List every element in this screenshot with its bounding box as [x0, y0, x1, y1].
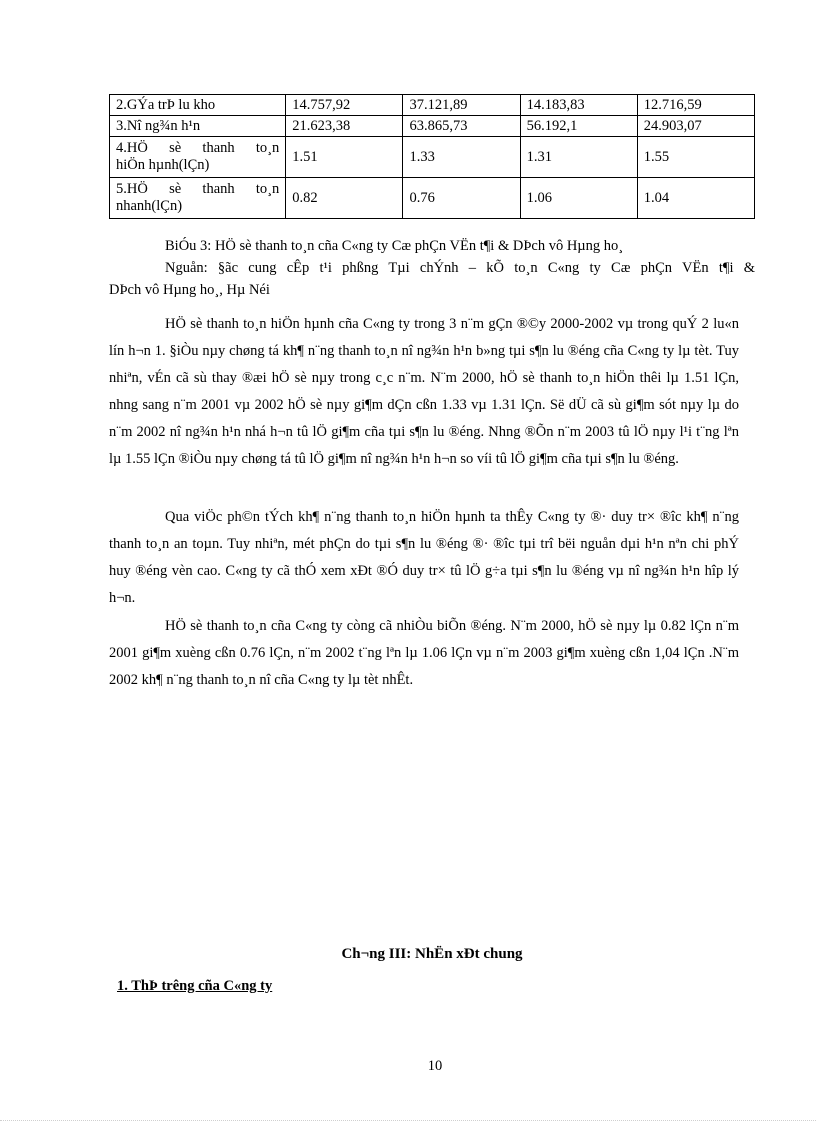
paragraph: HÖ sè thanh to¸n hiÖn hµnh cña C«ng ty trong 3 n¨m gÇn ®©y 2000-2002 vµ trong quÝ 2 lu«n lín h¬n 1. §iÒu nµy chøng tá kh¶ n¨ng thanh to¸n nî ng¾n h¹n b»ng tµi s¶n lu ®éng cña C«ng ty lµ tèt. Tuy nhiªn, vÉn cã sù thay ®æi hÖ sè nµy trong c¸c n¨m. N¨m 2000, hÖ sè thanh to¸n hiÖn thêi lµ 1.51 lÇn, nhng sang n¨m 2001 vµ 2002 hÖ sè nµy gi¶m dÇn cßn 1.33 vµ 1.31 lÇn. Së dÜ cã sù gi¶m sót nµy lµ do n¨m 2002 nî ng¾n h¹n nhá h¬n tû lÖ gi¶m cña tµi s¶n lu ®éng. Nhng ®Õn n¨m 2003 tû lÖ nµy l¹i t¨ng lªn lµ 1.55 lÇn ®iÒu nµy chøng tá tû lÖ gi¶m nî ng¾n h¹n h¬n so víi tû lÖ gi¶m cña tµi s¶n lu ®éng.	[109, 316, 739, 467]
table-row	[110, 95, 755, 116]
source-line: DÞch vô Hµng ho¸, Hµ Néi	[109, 282, 270, 298]
table-row	[110, 137, 755, 178]
row-label	[110, 178, 286, 219]
table-cell: 1.55	[637, 137, 754, 178]
page-number: 10	[427, 1058, 443, 1074]
row-label-line: 4.HÖ sè thanh to¸n	[116, 140, 280, 156]
chapter-title: Ch¬ng III: NhËn xÐt chung	[341, 946, 523, 962]
table-cell: 1.06	[520, 178, 637, 219]
row-label: 3.Nî ng¾n h¹n	[110, 116, 286, 137]
section-heading: 1. ThÞ trêng cña C«ng ty	[117, 978, 273, 994]
table-cell: 63.865,73	[403, 116, 520, 137]
row-label	[110, 137, 286, 178]
row-label-line: hiÖn hµnh(lÇn)	[116, 157, 210, 173]
table-cell: 12.716,59	[637, 95, 754, 116]
paragraph: HÖ sè thanh to¸n cña C«ng ty còng cã nhiÒu biÕn ®éng. N¨m 2000, hÖ sè nµy lµ 0.82 lÇn n¨m 2001 gi¶m xuèng cßn 0.76 lÇn, n¨m 2002 t¨ng lªn lµ 1.06 lÇn vµ n¨m 2003 gi¶m xuèng cßn 1,04 lÇn .N¨m 2002 kh¶ n¨ng thanh to¸n nî cña C«ng ty lµ tèt nhÊt.	[109, 618, 739, 688]
row-label-line: nhanh(lÇn)	[116, 198, 183, 214]
financial-ratio-table	[109, 94, 755, 219]
table-row	[110, 178, 755, 219]
table-cell: 1.51	[286, 137, 403, 178]
table-source	[109, 257, 755, 301]
table-cell: 0.82	[286, 178, 403, 219]
table-cell: 24.903,07	[637, 116, 754, 137]
table-cell: 1.31	[520, 137, 637, 178]
table-cell: 56.192,1	[520, 116, 637, 137]
table-cell: 37.121,89	[403, 95, 520, 116]
table-cell: 1.33	[403, 137, 520, 178]
table-cell: 21.623,38	[286, 116, 403, 137]
table-caption: BiÓu 3: HÖ sè thanh to¸n cña C«ng ty Cæ phÇn VËn t¶i & DÞch vô Hµng ho¸	[165, 238, 624, 254]
table-cell: 0.76	[403, 178, 520, 219]
source-line: Nguån: §ãc cung cÊp t¹i phßng Tµi chÝnh – kÕ to¸n C«ng ty Cæ phÇn VËn t¶i &	[165, 260, 755, 276]
table-row	[110, 116, 755, 137]
row-label-line: 5.HÖ sè thanh to¸n	[116, 181, 280, 197]
table-cell: 1.04	[637, 178, 754, 219]
table-cell: 14.183,83	[520, 95, 637, 116]
paragraph: Qua viÖc ph©n tÝch kh¶ n¨ng thanh to¸n hiÖn hµnh ta thÊy C«ng ty ®· duy tr× ®îc kh¶ n¨ng thanh to¸n an toµn. Tuy nhiªn, mét phÇn do tµi s¶n lu ®éng ®· ®îc tµi trî bëi nguån dµi h¹n nªn chi phÝ huy ®éng vèn cao. C«ng ty cã thÓ xem xÐt ®Ó duy tr× tû lÖ g÷a tµi s¶n lu ®éng vµ nî ng¾n h¹n hîp lý h¬n.	[109, 509, 739, 606]
page-divider	[0, 1120, 816, 1121]
row-label: 2.GÝa trÞ lu kho	[110, 95, 286, 116]
table-cell: 14.757,92	[286, 95, 403, 116]
